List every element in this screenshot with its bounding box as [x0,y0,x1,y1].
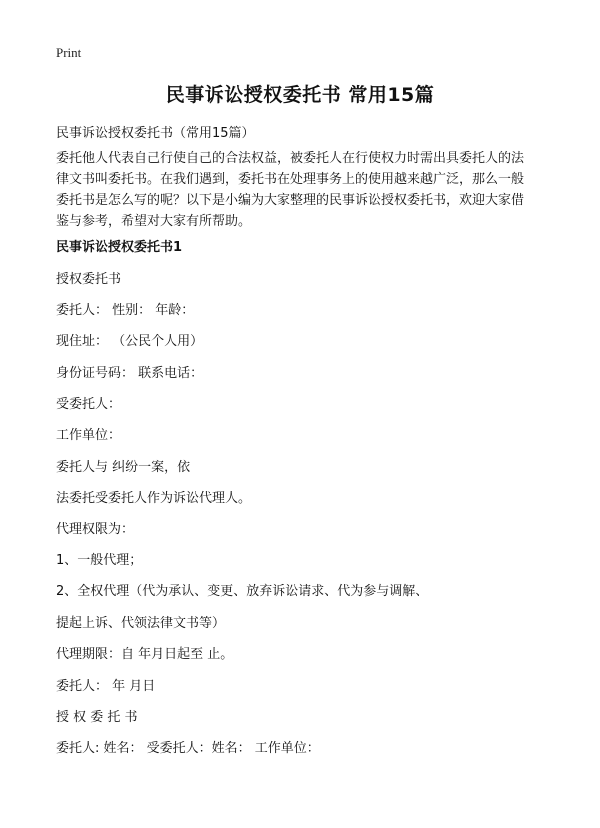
section-heading: 民事诉讼授权委托书1 [56,240,183,255]
body-line: 身份证号码： 联系电话： [56,366,204,381]
body-line: 法委托受委托人作为诉讼代理人。 [56,491,252,506]
body-line: 委托人： 性别： 年龄： [56,303,195,318]
body-line: 委托人: 姓名： 受委托人：姓名： 工作单位： [56,741,320,756]
intro-line: 鉴与参考，希望对大家有所帮助。 [56,214,252,229]
body-line: 2、全权代理（代为承认、变更、放弃诉讼请求、代为参与调解、 [56,584,429,599]
print-label: Print [56,45,82,60]
intro-line: 律文书叫委托书。在我们遇到，委托书在处理事务上的使用越来越广泛，那么一般 [56,172,525,187]
body-line: 授权委托书 [56,272,122,287]
body-line: 委托人与 纠纷一案，依 [56,460,191,475]
body-line: 1、一般代理； [56,553,143,568]
document-title: 民事诉讼授权委托书 常用15篇 [165,84,435,106]
body-line: 代理期限：自 年月日起至 止。 [56,647,234,662]
intro-paragraph [56,148,556,232]
body-line: 现住址： （公民个人用） [56,334,204,349]
body-line: 提起上诉、代领法律文书等） [56,616,226,631]
body-line: 受委托人： [56,397,122,412]
intro-line: 委托他人代表自己行使自己的合法权益，被委托人在行使权力时需出具委托人的法 [56,151,525,166]
body-line: 工作单位： [56,428,122,443]
intro-line: 委托书是怎么写的呢？以下是小编为大家整理的民事诉讼授权委托书，欢迎大家借 [56,193,525,208]
body-line: 代理权限为： [56,522,135,537]
body-line: 授 权 委 托 书 [56,710,138,725]
body-line: 委托人： 年 月日 [56,679,156,694]
document-subtitle: 民事诉讼授权委托书（常用15篇） [56,126,255,141]
